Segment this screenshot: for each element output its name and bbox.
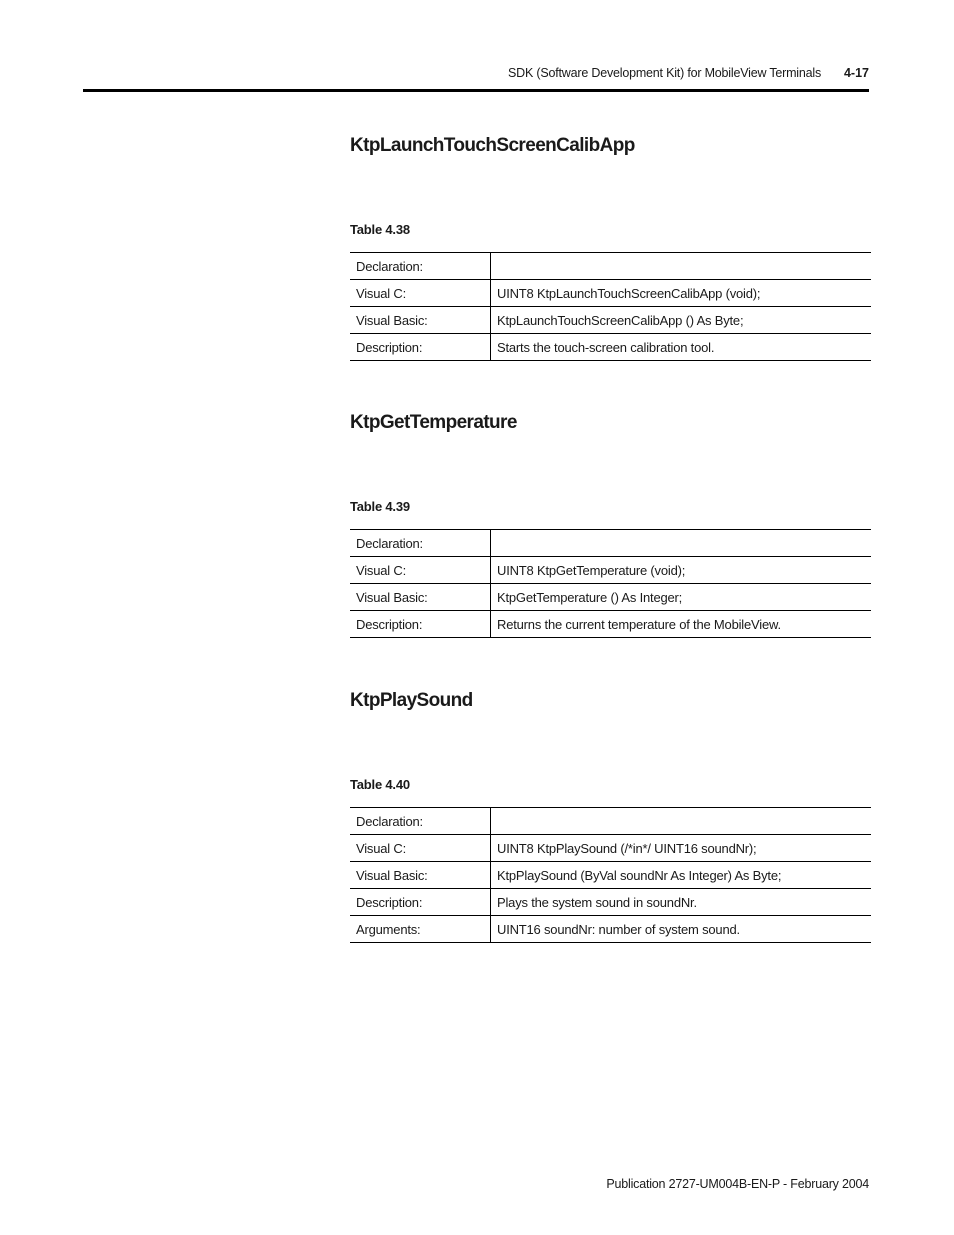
publication-footer: Publication 2727-UM004B-EN-P - February 2004 — [606, 1177, 869, 1191]
row-label: Visual Basic: — [350, 862, 491, 889]
function-table — [350, 807, 871, 943]
row-label: Visual C: — [350, 557, 491, 584]
row-label: Visual C: — [350, 280, 491, 307]
row-label: Description: — [350, 889, 491, 916]
table-row — [350, 557, 871, 584]
table-row — [350, 334, 871, 361]
header-rule — [83, 89, 869, 92]
header-title: SDK (Software Development Kit) for MobileView Terminals — [508, 66, 821, 80]
table-row — [350, 307, 871, 334]
row-label: Description: — [350, 611, 491, 638]
row-value: Returns the current temperature of the MobileView. — [491, 611, 872, 638]
row-label: Visual Basic: — [350, 307, 491, 334]
row-label: Visual Basic: — [350, 584, 491, 611]
row-label: Declaration: — [350, 530, 491, 557]
row-value: KtpPlaySound (ByVal soundNr As Integer) As Byte; — [491, 862, 872, 889]
page-number: 4-17 — [843, 66, 869, 80]
table-row — [350, 916, 871, 943]
table-row — [350, 808, 871, 835]
table-caption: Table 4.39 — [350, 499, 410, 514]
section-title: KtpGetTemperature — [350, 412, 517, 433]
section-title: KtpLaunchTouchScreenCalibApp — [350, 135, 635, 156]
row-value: KtpLaunchTouchScreenCalibApp () As Byte; — [491, 307, 872, 334]
page-header — [83, 0, 869, 92]
table-caption: Table 4.40 — [350, 777, 410, 792]
row-label: Description: — [350, 334, 491, 361]
row-value: UINT8 KtpPlaySound (/*in*/ UINT16 soundNr); — [491, 835, 872, 862]
table-row — [350, 862, 871, 889]
row-value: UINT8 KtpLaunchTouchScreenCalibApp (void); — [491, 280, 872, 307]
row-value: Plays the system sound in soundNr. — [491, 889, 872, 916]
row-value — [491, 530, 872, 557]
row-value — [491, 253, 872, 280]
table-row — [350, 835, 871, 862]
section-title: KtpPlaySound — [350, 690, 473, 711]
function-table — [350, 529, 871, 638]
table-row — [350, 889, 871, 916]
row-value: UINT8 KtpGetTemperature (void); — [491, 557, 872, 584]
table-row — [350, 584, 871, 611]
row-value: UINT16 soundNr: number of system sound. — [491, 916, 872, 943]
row-label: Declaration: — [350, 808, 491, 835]
row-value — [491, 808, 872, 835]
row-label: Declaration: — [350, 253, 491, 280]
row-label: Arguments: — [350, 916, 491, 943]
row-value: KtpGetTemperature () As Integer; — [491, 584, 872, 611]
function-table — [350, 252, 871, 361]
table-row — [350, 253, 871, 280]
table-row — [350, 530, 871, 557]
table-row — [350, 280, 871, 307]
row-value: Starts the touch-screen calibration tool. — [491, 334, 872, 361]
row-label: Visual C: — [350, 835, 491, 862]
table-row — [350, 611, 871, 638]
table-caption: Table 4.38 — [350, 222, 410, 237]
